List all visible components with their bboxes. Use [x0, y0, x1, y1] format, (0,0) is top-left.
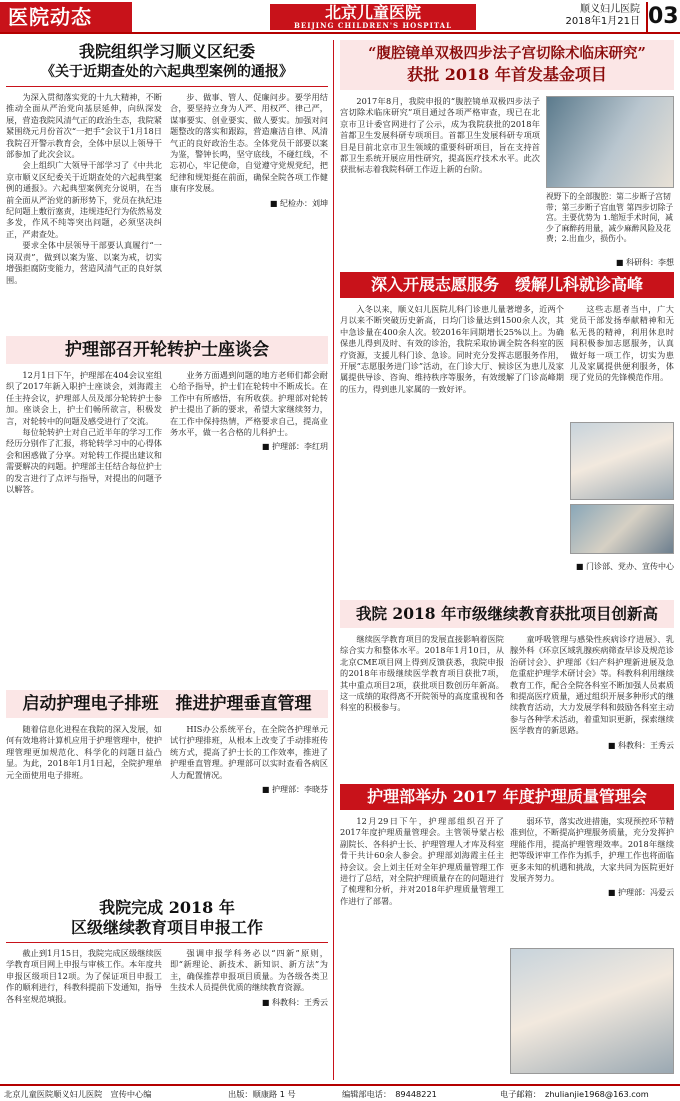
- article-subtitle: 《关于近期查处的六起典型案例的通报》: [41, 64, 293, 80]
- byline-text: 护理部：李红玥: [272, 442, 328, 452]
- byline-text: 科教科：王秀云: [618, 740, 674, 750]
- footer-phone: 编辑部电话： 89448221: [342, 1089, 437, 1099]
- article-subtitle: 区级继续教育项目申报工作: [70, 918, 263, 937]
- column-divider: [333, 40, 334, 1080]
- article-title: 我院 2018 年市级继续教育获批项目创新高: [356, 604, 658, 623]
- byline: ■ 护理部：冯爱云: [607, 888, 674, 898]
- paragraph: 12月1日下午，护理部在404会议室组织了2017年新入职护士座谈会，刘海霞主任主持会议，护理部人员及部分轮转护士参加。座谈会上，护士们畅所欲言，积极发言，对轮转中的问题及感受进行了交流。: [6, 370, 162, 426]
- byline: ■ 科教科：王秀云: [607, 740, 674, 750]
- page-footer: [0, 1084, 680, 1101]
- article-cme-application: [6, 898, 328, 1080]
- article-jiwei: [6, 42, 328, 330]
- article-title: 我院完成 2018 年: [99, 898, 235, 917]
- byline: ■ 门诊部、党办、宣传中心: [575, 562, 674, 571]
- paragraph: 入冬以来，顺义妇儿医院儿科门诊患儿量著增多，近两个月以来不断突破历史新高，日均门诊量达到1500余人次，其中急诊量在400余人次。较2016年同期增长25%以上。为确保患儿得到及时、有效的诊治，我院采取协调全院各科室的医疗资源，支援儿科门诊、急诊。同时充分发挥志愿服务作用，开展“志愿服务进门诊”活动，在门诊大厅、候诊区为患儿及家属提供导诊、咨询、维持秩序等服务，有效缓解了门诊高峰期的压力，得到患儿家属的一致好评。: [340, 304, 564, 394]
- byline-text: 纪检办：刘坤: [280, 198, 328, 208]
- surgery-photo: [546, 96, 674, 188]
- masthead-title: 北京儿童医院: [324, 3, 421, 22]
- article-col-right: [170, 724, 328, 890]
- issue-info: [560, 4, 640, 28]
- article-col-right: [170, 92, 328, 330]
- article-col-right: [510, 634, 674, 778]
- paragraph: 步、做事、管人、促廉问步。要学用结合，要坚持立身为人严、用权严、律己严，谋事要实、创业要实、做人要实。加强对问题整改的落实和跟踪，营造廉洁自律、风清气正的良好政治生态。全体党员干部要以案为鉴，警钟长鸣，坚守底线，不碰红线，不忘初心，牢记使命，自觉遵守党规党纪，把纪律和规矩挺在前面，确保全院各项工作健康有序发展。: [170, 92, 328, 194]
- article-col-left: [340, 304, 564, 594]
- paragraph: 会上组织广大领导干部学习了《中共北京市顺义区纪委关于近期查处的六起典型案例的通报》。六起典型案例充分说明，在当前全面从严治党的新形势下，党员在执纪违纪问题上敷衍塞责，违规违纪行为依然易发多发，作风不纯等突出问题，必须坚决纠正，严肃查处。: [6, 160, 162, 239]
- paragraph: 随着信息化进程在我院的深入发展，如何有效地将计算机应用于护理管理中，使护理管理更加规范化、科学化的问题日益凸显。为此，2018年1月1日起，全院护理单元全面使用电子排班。: [6, 724, 162, 780]
- article-col-right: [170, 370, 328, 682]
- footer-org: 北京儿童医院顺义妇儿医院 宣传中心编: [4, 1089, 152, 1099]
- masthead-banner: [270, 4, 476, 30]
- article-e-schedule: [6, 690, 328, 890]
- article-title: 深入开展志愿服务 缓解儿科就诊高峰: [340, 272, 674, 298]
- article-title: 启动护理电子排班 推进护理垂直管理: [22, 694, 312, 714]
- article-subtitle: 获批 2018 年首发基金项目: [407, 65, 607, 84]
- article-col-left: [6, 370, 162, 682]
- article-col-right: [170, 948, 328, 1080]
- byline-text: 护理部：李晓芬: [272, 785, 328, 795]
- article-col-left: [340, 634, 504, 778]
- byline-text: 门诊部、党办、宣传中心: [586, 562, 674, 571]
- paragraph: 每位轮转护士对自己近半年的学习工作经历分别作了汇报，将轮转学习中的心得体会和困惑做了分享。对轮转工作提出建议和需要解决的问题。护理部主任结合每位护士的发言进行了点评与指导，对提出的问题予以解答。: [6, 427, 162, 495]
- byline: ■ 科研科：李想: [615, 258, 674, 267]
- byline: ■ 科教科：王秀云: [261, 997, 328, 1007]
- paragraph: 弱环节，落实改进措施，实现预控环节精准到位，不断提高护理服务质量，充分发挥护理能作用，提高护理管理效率。2018年继续把等级评审工作作为抓手，护理工作也将面临更多未知的机遇和挑战，大家共同为医院更好发展齐努力。: [510, 816, 674, 884]
- paragraph: 为深入贯彻落实党的十九大精神，不断推动全面从严治党向基层延伸，向纵深发展，营造我院风清气正的政治生态，我院紧紧围绕元月份首次“一把手”会议于1月18日我院召开警示教育会，全体中层以上领导干部参加了此次会议。: [6, 92, 162, 160]
- article-title: “腹腔镜单双极四步法子宫切除术临床研究”: [368, 45, 646, 62]
- hospital-name: 顺义妇儿医院: [580, 4, 640, 15]
- title-rule: [6, 86, 328, 87]
- article-research-grant: [340, 40, 674, 268]
- article-nursing-quality: [340, 784, 674, 1080]
- article-col-left: [6, 724, 162, 890]
- paragraph: 这些志愿者当中，广大党员干部发扬奉献精神和无私无畏的精神，利用休息时间积极参加志愿服务，认真做好每一项工作，切实为患儿及家属提供便利服务，体现了党员的先锋模范作用。: [570, 304, 674, 383]
- paragraph: 业务方面遇到问题的地方老师们都会耐心给予指导，护士们在轮转中不断成长。在工作中有所感悟，有所收获。护理部对轮转护士提出了新的要求，希望大家继续努力，在工作中保持热情，严格要求自己，提高业务水平，做一名合格的儿科护士。: [170, 370, 328, 438]
- paragraph: 继续医学教育项目的发展直接影响着医院综合实力和整体水平。2018年1月10日，从北京CME项目网上得到反馈获悉，我院申报的2018年市级继续医学教育项目获批7项，其中重点项目2项，获批项目数创历年新高。这一成绩的取得离不开院领导的高度重视和各科室的积极参与。: [340, 634, 504, 713]
- section-title: 医院动态: [0, 2, 132, 32]
- paragraph: 要求全体中层领导干部要认真履行“一岗双责”，做到以案为鉴、以案为戒，切实增强拒腐防变能力，营造风清气正的良好氛围。: [6, 240, 162, 285]
- article-col-right: [510, 816, 674, 942]
- paragraph: HIS办公系统平台，在全院各护理单元试行护理排班，从根本上改变了手动排班传统方式，提高了护士长的工作效率，推进了护理垂直管理。护理部可以实时查看各病区人力配置情况。: [170, 724, 328, 780]
- byline-text: 科教科：王秀云: [272, 997, 328, 1007]
- byline-text: 科研科：李想: [626, 258, 674, 267]
- volunteer-photo-2: [570, 504, 674, 554]
- byline: ■ 纪检办：刘坤: [269, 198, 328, 208]
- footer-email: 电子邮箱： zhulianjie1968@163.com: [500, 1089, 649, 1099]
- paragraph: 强调申报学科务必以“四新”原则，即“新理论、新技术、新知识、新方法”为主，确保推荐申报项目质量。为各级各类卫生技术人员提供优质的继续教育资源。: [170, 948, 328, 993]
- page-header: [0, 0, 680, 34]
- paragraph: 截止到1月15日，我院完成区级继续医学教育项目网上申报与审核工作。本年度共申报区级项目12项。为了保证项目申报工作的顺利进行，科教科提前下发通知，指导各科室规范填报。: [6, 948, 162, 1004]
- article-volunteer: [340, 272, 674, 594]
- masthead-subtitle: BEIJING CHILDREN'S HOSPITAL: [293, 21, 453, 30]
- article-cme-record: [340, 600, 674, 778]
- title-rule: [6, 942, 328, 943]
- article-col-left: [340, 96, 540, 268]
- footer-address: 出版：顺康路 1 号: [228, 1089, 296, 1099]
- meeting-photo: [510, 948, 674, 1074]
- byline: ■ 护理部：李晓芬: [261, 785, 328, 795]
- article-title: 我院组织学习顺义区纪委: [78, 42, 255, 61]
- article-col-right: [570, 304, 674, 418]
- article-col-left: [6, 92, 162, 330]
- article-col-left: [340, 816, 504, 1080]
- article-col-left: [6, 948, 162, 1080]
- article-title: 护理部举办 2017 年度护理质量管理会: [340, 784, 674, 810]
- page-number: 03: [646, 2, 678, 32]
- photo-caption: 视野下的全部腹腔：第二步断子宫韧带；第三步断子宫血管 第四步切除子宫。主要优势为 1.缩短手术时间，减少了麻醉药用量，减少麻醉风险及花费；2.出血少，损伤小。: [546, 192, 674, 243]
- byline: ■ 护理部：李红玥: [261, 442, 328, 452]
- paragraph: 12月29日下午，护理部组织召开了2017年度护理质量管理会。主管领导蒙占松副院长、各科护士长、护理管理人才库及科室骨干共计60余人参会。护理部刘海霞主任主持会议。会上刘主任对全年护理质量管理工作进行了总结，对全院护理质量存在的问题进行了梳理和分析，并对2018年护理质量管理工作进行了部署。: [340, 816, 504, 906]
- article-title: 护理部召开轮转护士座谈会: [65, 340, 269, 360]
- issue-date: 2018年1月21日: [565, 16, 640, 27]
- paragraph: 童呼吸管理与感染性疾病诊疗进展》、乳腺外科《环京区域乳腺疾病筛查早诊及规范诊治研讨会》、护理部《妇产科护理新进展及急危重症护理学术研讨会》等。科教科利用继续教育工作，配合全院各科室不断加强人员素质和提高医疗质量，通过组织开展多种形式的继续教育活动，大力发展学科和鼓励各科室主动参与各种学术活动，着重知识更新，探索继续医学教育的新思路。: [510, 634, 674, 736]
- paragraph: 2017年8月，我院申报的“腹腔镜单双极四步法子宫切除术临床研究”项目通过各项严格审查，现已在北京市卫计委官网进行了公示，成为我院获批的2018年首都卫生发展科研专项项目。首都卫生发展科研专项项目是目前北京市卫生领域的重要科研项目，旨在支持首都卫生系统开展应用性研究，提高医疗技术水平。此次获批标志着我院科研工作迈上新的台阶。: [340, 96, 540, 175]
- article-nurse-forum: [6, 336, 328, 682]
- volunteer-photo-1: [570, 422, 674, 500]
- byline-text: 护理部：冯爱云: [618, 888, 674, 898]
